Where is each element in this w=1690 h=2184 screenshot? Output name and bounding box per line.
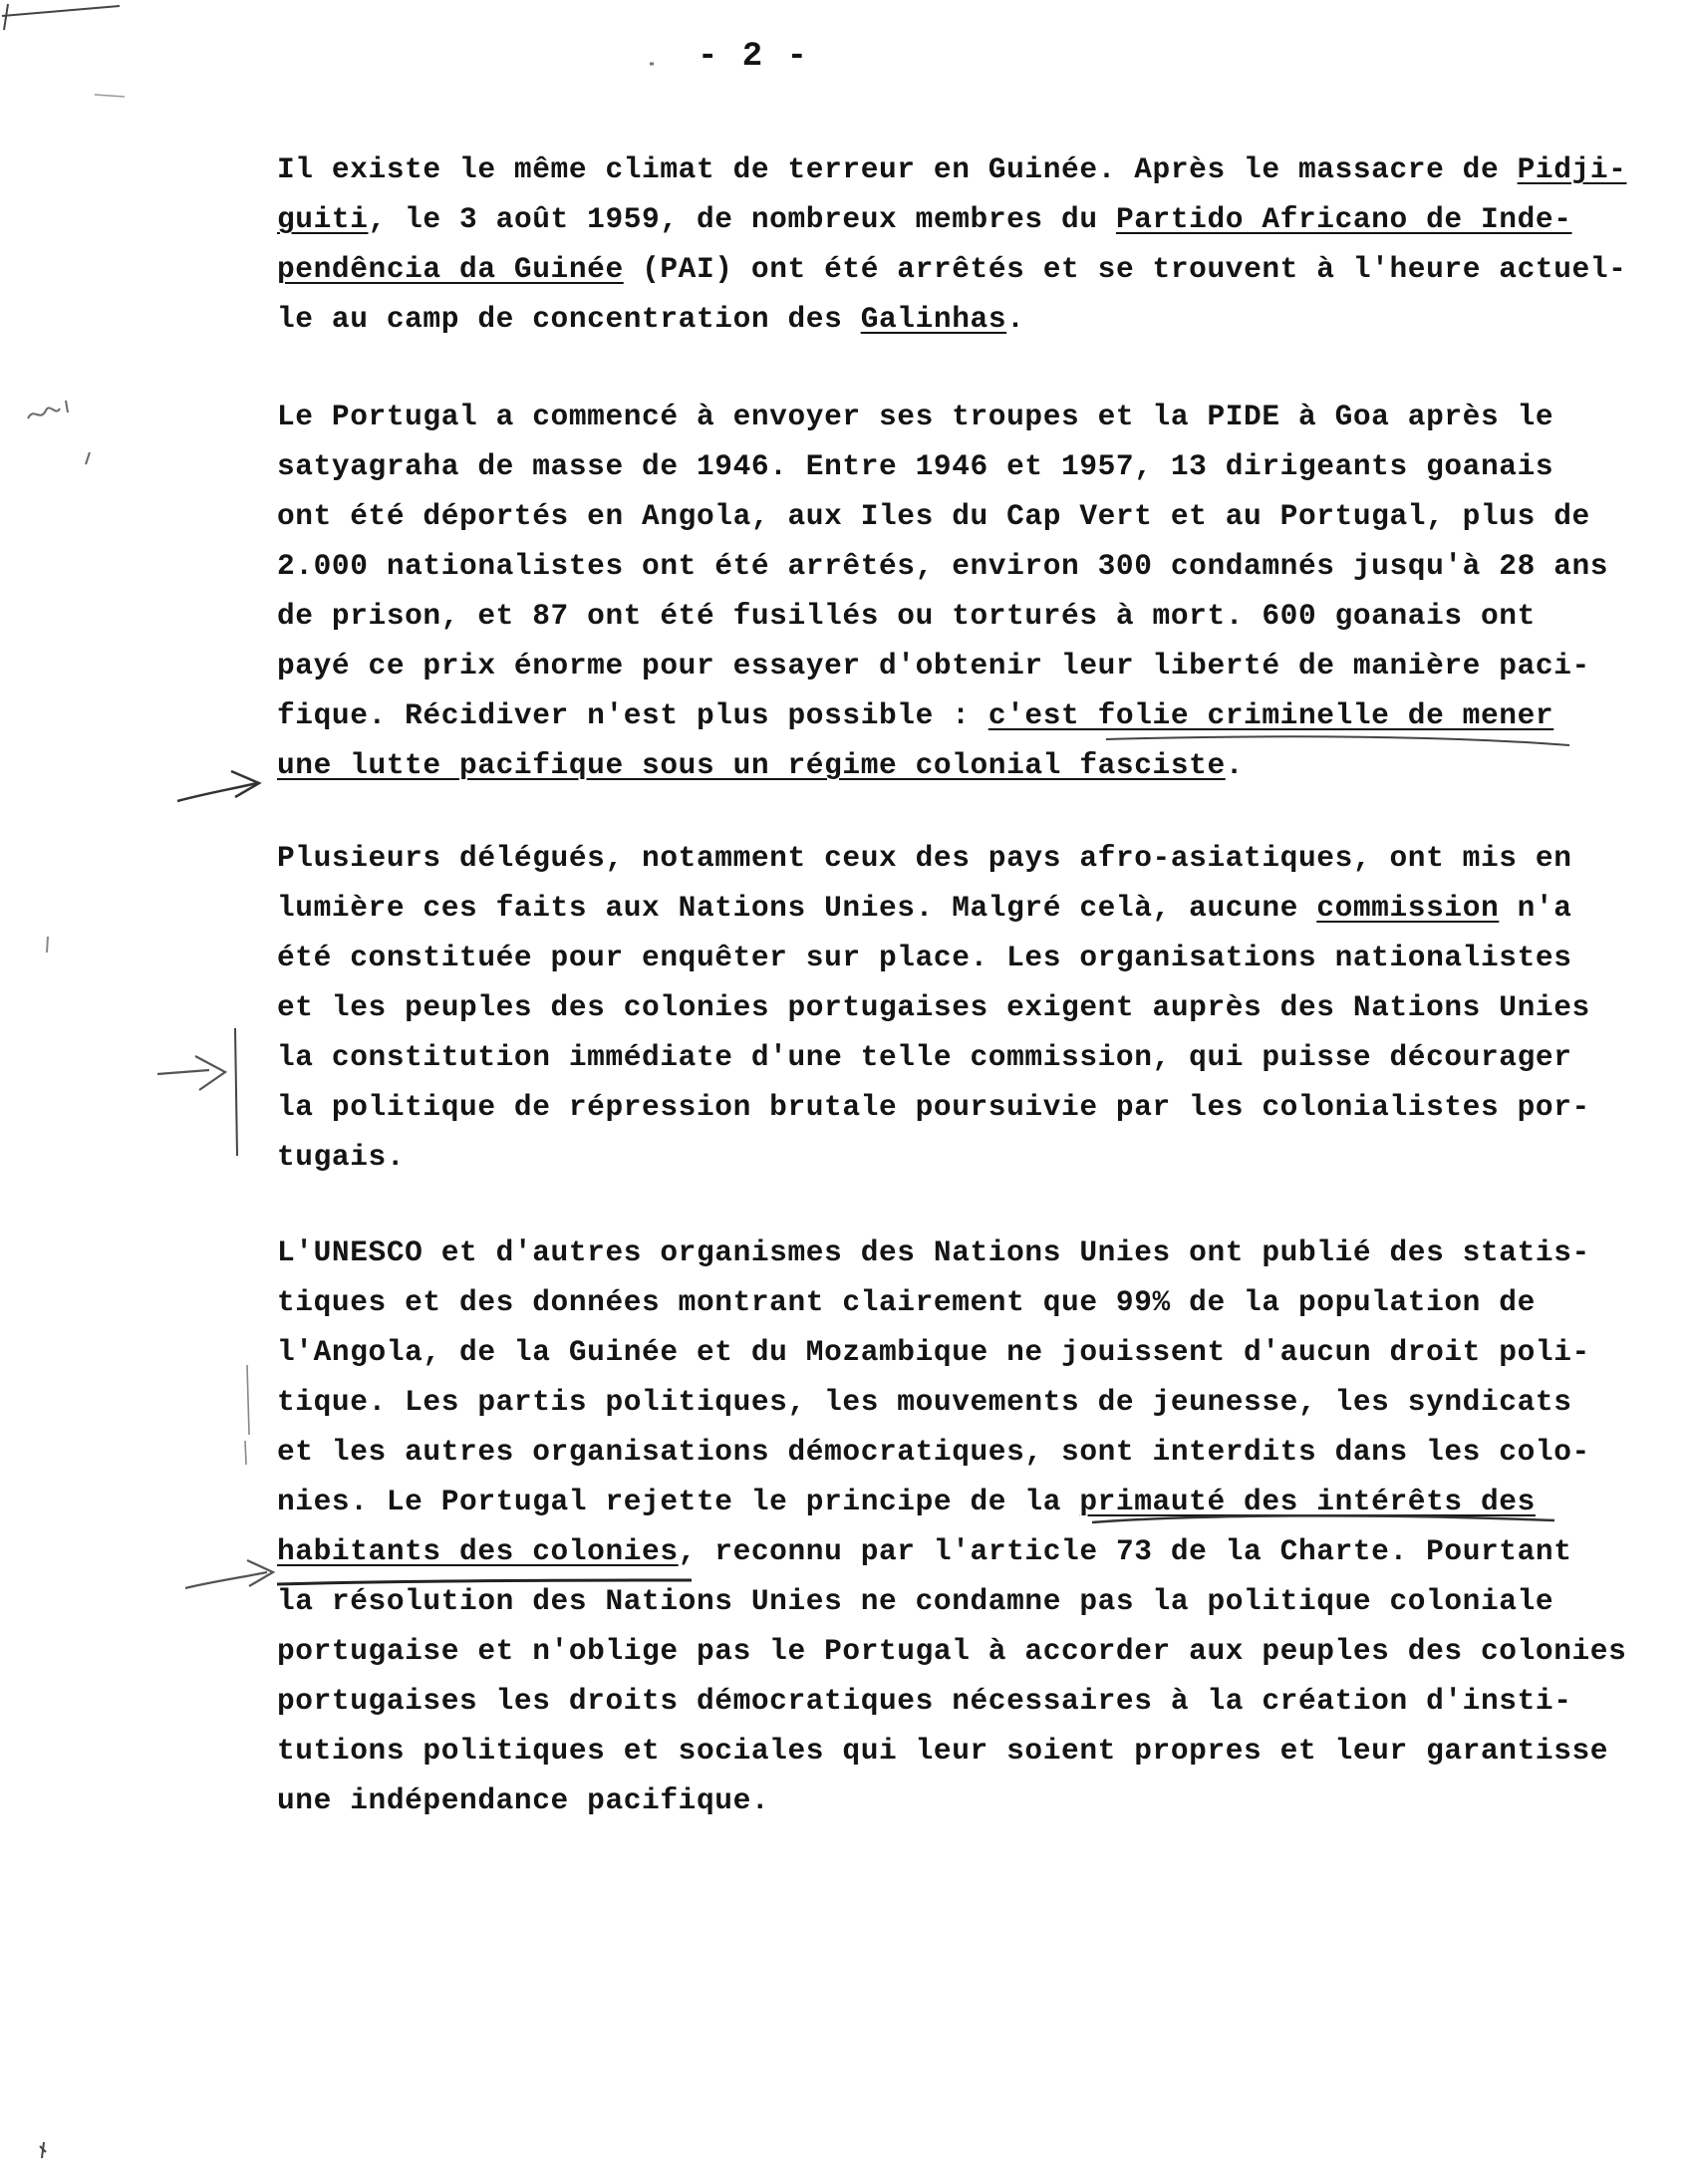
text-line (277, 294, 1652, 344)
arrow-pencil-mark (185, 1560, 273, 1588)
text-line (277, 1576, 1652, 1626)
text-line (277, 491, 1652, 541)
underlined-text: guiti (277, 202, 369, 236)
text-line (277, 144, 1652, 194)
arrow-pencil-mark (157, 1056, 225, 1090)
text-segment: . (1006, 302, 1025, 336)
paragraph-goa (277, 392, 1652, 790)
text-line (277, 833, 1652, 883)
text-segment: tique. Les partis politiques, les mouvements de jeunesse, les syndicats (277, 1385, 1572, 1419)
underlined-text: Galinhas (860, 302, 1007, 336)
text-line (277, 1082, 1652, 1132)
paragraph-un-commission (277, 833, 1652, 1182)
text-segment: la constitution immédiate d'une telle commission, qui puisse décourager (277, 1040, 1572, 1074)
margin-tick-mark (47, 937, 48, 953)
text-line (277, 1032, 1652, 1082)
arrow-pencil-mark (177, 771, 259, 801)
text-segment: 2.000 nationalistes ont été arrêtés, environ 300 condamnés jusqu'à 28 ans (277, 549, 1609, 583)
text-segment: portugaises les droits démocratiques nécessaires à la création d'insti- (277, 1684, 1572, 1718)
underlined-text: c'est folie criminelle de mener (987, 698, 1554, 732)
margin-bracket-mark (235, 1028, 237, 1156)
text-line (277, 541, 1652, 591)
page-number: - 2 - (698, 38, 810, 76)
text-segment: (PAI) ont été arrêtés et se trouvent à l'heure actuel- (623, 252, 1627, 286)
text-line (277, 1676, 1652, 1726)
underlined-text: une lutte pacifique sous un régime colonial fasciste (277, 748, 1226, 782)
text-line (277, 1132, 1652, 1182)
text-segment: tiques et des données montrant clairement que 99% de la population de (277, 1285, 1536, 1319)
text-segment: la politique de répression brutale poursuivie par les colonialistes por- (277, 1090, 1590, 1124)
stray-dot-mark (40, 2142, 46, 2158)
text-line (277, 1427, 1652, 1477)
text-segment: , reconnu par l'article 73 de la Charte. Pourtant (678, 1534, 1572, 1568)
text-segment: L'UNESCO et d'autres organismes des Nations Unies ont publié des statis- (277, 1235, 1590, 1269)
text-segment: Plusieurs délégués, notamment ceux des pays afro-asiatiques, ont mis en (277, 841, 1572, 875)
text-segment: le au camp de concentration des (277, 302, 861, 336)
paragraph-guinea (277, 144, 1652, 344)
text-line (277, 1228, 1652, 1277)
text-line (277, 1277, 1652, 1327)
underlined-text: pendência da Guinée (277, 252, 624, 286)
text-line (277, 1775, 1652, 1825)
paragraph-unesco-statistics (277, 1228, 1652, 1825)
text-segment: Le Portugal a commencé à envoyer ses troupes et la PIDE à Goa après le (277, 400, 1554, 433)
scan-corner-mark (2, 4, 120, 30)
text-segment: nies. Le Portugal rejette le principe de la (277, 1485, 1080, 1518)
text-segment: . (1225, 748, 1245, 782)
text-line (277, 591, 1652, 641)
text-segment: été constituée pour enquêter sur place. Les organisations nationalistes (277, 941, 1572, 974)
text-segment: tugais. (277, 1140, 406, 1174)
text-segment: une indépendance pacifique. (277, 1783, 770, 1817)
text-line (277, 1327, 1652, 1377)
text-line (277, 1377, 1652, 1427)
text-segment: Il existe le même climat de terreur en Guinée. Après le massacre de (277, 152, 1518, 186)
text-segment: de prison, et 87 ont été fusillés ou torturés à mort. 600 goanais ont (277, 599, 1536, 633)
underlined-text: habitants des colonies (277, 1534, 679, 1568)
text-line (277, 1477, 1652, 1526)
text-segment: portugaise et n'oblige pas le Portugal à accorder aux peuples des colonies (277, 1634, 1627, 1668)
text-line (277, 1526, 1652, 1576)
text-line (277, 1726, 1652, 1775)
text-segment: et les peuples des colonies portugaises exigent auprès des Nations Unies (277, 990, 1590, 1024)
text-segment: la résolution des Nations Unies ne condamne pas la politique coloniale (277, 1584, 1554, 1618)
underlined-text: primauté des intérêts des (1079, 1485, 1536, 1518)
text-line (277, 883, 1652, 933)
margin-bracket-mark (245, 1365, 249, 1465)
margin-scribble-mark (28, 401, 90, 464)
text-line (277, 690, 1652, 740)
text-line (277, 933, 1652, 982)
text-segment: payé ce prix énorme pour essayer d'obtenir leur liberté de manière paci- (277, 649, 1590, 682)
text-line (277, 441, 1652, 491)
underlined-text: Pidji- (1517, 152, 1627, 186)
text-line (277, 1626, 1652, 1676)
text-line (277, 244, 1652, 294)
text-segment: ont été déportés en Angola, aux Iles du Cap Vert et au Portugal, plus de (277, 499, 1590, 533)
text-segment: et les autres organisations démocratiques, sont interdits dans les colo- (277, 1435, 1590, 1469)
text-segment: n'a (1499, 891, 1572, 925)
text-line (277, 194, 1652, 244)
text-segment: , le 3 août 1959, de nombreux membres du (368, 202, 1116, 236)
text-segment: fique. Récidiver n'est plus possible : (277, 698, 988, 732)
text-segment: satyagraha de masse de 1946. Entre 1946 et 1957, 13 dirigeants goanais (277, 449, 1554, 483)
text-segment: lumière ces faits aux Nations Unies. Malgré celà, aucune (277, 891, 1317, 925)
text-segment: l'Angola, de la Guinée et du Mozambique ne jouissent d'aucun droit poli- (277, 1335, 1590, 1369)
stray-dash-mark (95, 95, 125, 97)
text-line (277, 740, 1652, 790)
text-line (277, 641, 1652, 690)
text-segment: tutions politiques et sociales qui leur soient propres et leur garantisse (277, 1734, 1609, 1768)
underlined-text: Partido Africano de Inde- (1115, 202, 1572, 236)
text-line (277, 392, 1652, 441)
text-line (277, 982, 1652, 1032)
underlined-text: commission (1316, 891, 1500, 925)
